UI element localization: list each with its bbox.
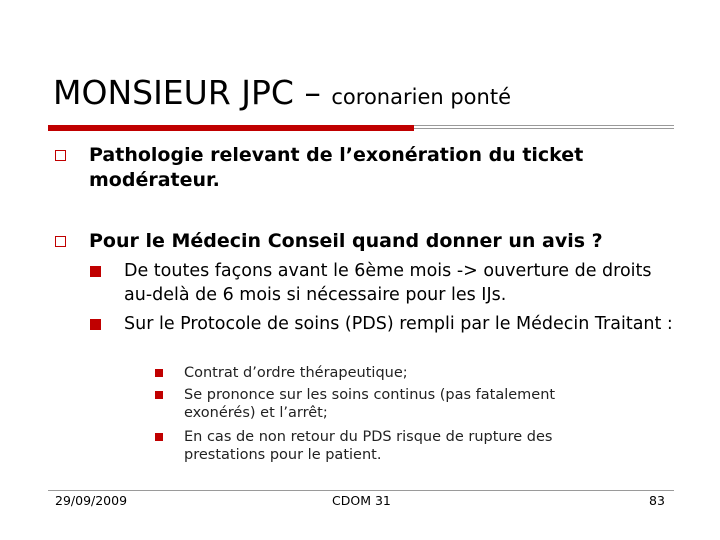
subsubbullet-contrat [155,364,615,382]
footer-page-number: 83 [649,493,665,508]
hollow-square-bullet-icon [55,150,66,161]
filled-square-bullet-icon [155,369,163,377]
subsubbullet-rupture [155,428,615,464]
bullet-medecin-conseil [55,229,675,254]
subbullet-text: De toutes façons avant le 6ème mois -> ouverture de droits au-delà de 6 mois si nécessaire pour les IJs. [124,261,652,305]
filled-square-bullet-icon [90,319,101,330]
bullet-text: Pour le Médecin Conseil quand donner un avis ? [89,230,603,252]
title-divider-lower [414,128,674,129]
subbullet-avant-6eme-mois [90,259,680,307]
slide-title-sub: coronarien ponté [331,85,511,109]
filled-square-bullet-icon [90,266,101,277]
subsubbullet-soins-continus [155,386,615,422]
subsubbullet-text: Se prononce sur les soins continus (pas fatalement exonérés) et l’arrêt; [184,387,556,421]
bullet-pathologie [55,143,675,193]
subbullet-protocole-soins [90,312,680,336]
footer-center: CDOM 31 [332,493,391,508]
hollow-square-bullet-icon [55,236,66,247]
subbullet-text: Sur le Protocole de soins (PDS) rempli par le Médecin Traitant : [124,314,673,334]
footer-date: 29/09/2009 [55,493,128,508]
title-accent-bar [48,125,414,131]
filled-square-bullet-icon [155,433,163,441]
bullet-text: Pathologie relevant de l’exonération du ticket modérateur. [89,144,584,191]
slide-title-main: MONSIEUR JPC – [53,73,332,112]
slide-title [53,73,511,112]
filled-square-bullet-icon [155,391,163,399]
footer-divider [48,490,674,491]
subsubbullet-text: Contrat d’ordre thérapeutique; [184,365,408,381]
subsubbullet-text: En cas de non retour du PDS risque de rupture des prestations pour le patient. [184,429,553,463]
